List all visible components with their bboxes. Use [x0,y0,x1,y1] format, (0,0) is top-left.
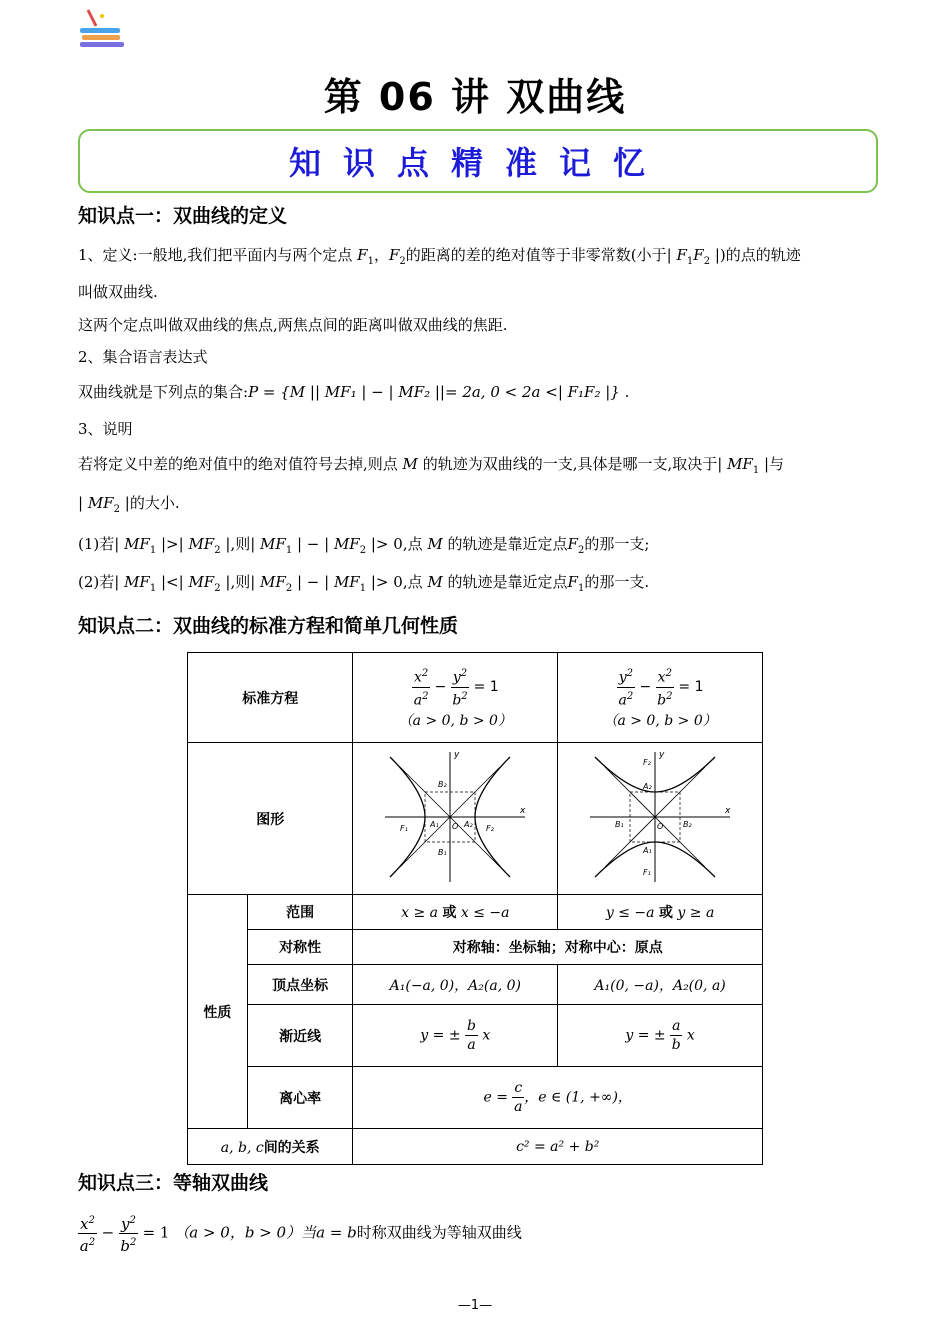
range-y-axis: y ≤ −a 或 y ≥ a [558,895,763,930]
svg-text:A₂: A₂ [643,781,652,791]
svg-text:F₁: F₁ [643,867,651,877]
note-line-1: 若将定义中差的绝对值中的绝对值符号去掉,则点 M 的轨迹为双曲线的一支,具体是哪一支,取决于| $MF_1$ |与 [78,455,785,476]
section3-heading: 知识点三：等轴双曲线 [78,1172,269,1194]
svg-text:O: O [657,821,664,831]
row-label-eccentricity: 离心率 [247,1067,353,1129]
equation-y-axis: $\frac{y^2}{a^2}$ − $\frac{x^2}{b^2}$ = 1 （a > 0, b > 0） [558,653,763,743]
table-row [188,1005,763,1067]
asymptote-y-axis: y = ± $\frac{a}{b}$ x [558,1005,763,1067]
banner-text: 知识点精准记忆 [288,144,667,182]
svg-text:A₁: A₁ [430,819,439,829]
row-label-relation: a, b, c间的关系 [188,1129,353,1165]
row-label-symmetry: 对称性 [247,930,353,965]
svg-text:y: y [659,749,665,760]
page-number: —1— [457,1298,493,1313]
range-x-axis: x ≥ a 或 x ≤ −a [353,895,558,930]
vertex-x-axis: A₁(−a, 0)，A₂(a, 0) [353,965,558,1005]
svg-text:F₂: F₂ [643,757,651,767]
row-label-props: 性质 [188,895,248,1129]
symmetry-value: 对称轴：坐标轴；对称中心：原点 [353,930,763,965]
def-line-3: 这两个定点叫做双曲线的焦点,两焦点间的距离叫做双曲线的焦距. [78,316,508,334]
page-title: 第 06 讲 双曲线 [323,75,627,119]
note-line-2: | $MF_2$ |的大小. [78,494,180,515]
equilateral-text: $\frac{x^2}{a^2}$ − $\frac{y^2}{b^2}$ = 1 （a > 0，b > 0）当a = b时称双曲线为等轴双曲线 [78,1212,878,1255]
svg-text:y: y [454,749,460,760]
case-2: (2)若| $MF_1$ |<| $MF_2$ |,则| $MF_2$ | − | $MF_1$ |> 0,点 M 的轨迹是靠近定点$F_1$的那一支. [78,573,650,594]
def-line-1: 1、定义:一般地,我们把平面内与两个定点 $F_1$，$F_2$的距离的差的绝对值等于非零常数(小于| $F_1F_2$ |)的点的轨迹 [78,246,801,267]
properties-table [187,652,763,1165]
svg-text:B₂: B₂ [438,779,448,789]
hyperbola-horizontal-figure [380,747,530,887]
set-label: 2、集合语言表达式 [78,348,208,366]
books-logo-icon [78,8,128,50]
note-label: 3、说明 [78,420,133,438]
row-label-asymptote: 渐近线 [247,1005,353,1067]
row-label-vertex: 顶点坐标 [247,965,353,1005]
row-label-range: 范围 [247,895,353,930]
svg-text:x: x [725,805,731,816]
eccentricity-value: e = $\frac{c}{a}$ ，e ∈ (1, +∞)， [353,1067,763,1129]
vertex-y-axis: A₁(0, −a)，A₂(0, a) [558,965,763,1005]
relation-value: c² = a² + b² [353,1129,763,1165]
svg-text:A₁: A₁ [643,845,652,855]
table-row [188,653,763,743]
svg-text:B₂: B₂ [683,819,692,829]
svg-text:F₁: F₁ [400,823,409,833]
set-expression: 双曲线就是下列点的集合:P = {M || MF₁ | − | MF₂ ||= 2a, 0 < 2a <| F₁F₂ |} . [78,383,630,401]
table-row [188,1129,763,1165]
graph-x-axis [353,743,558,895]
row-label-standard: 标准方程 [188,653,353,743]
table-row [188,743,763,895]
table-row [188,965,763,1005]
section1-heading: 知识点一：双曲线的定义 [78,205,288,227]
svg-text:B₁: B₁ [615,819,624,829]
svg-text:A₂: A₂ [464,819,473,829]
def-line-2: 叫做双曲线. [78,283,158,301]
svg-text:F₂: F₂ [486,823,495,833]
table-row [188,895,763,930]
svg-text:O: O [452,821,459,831]
graph-y-axis [558,743,763,895]
equation-x-axis: $\frac{x^2}{a^2}$ − $\frac{y^2}{b^2}$ = 1 （a > 0, b > 0） [353,653,558,743]
section2-heading: 知识点二：双曲线的标准方程和简单几何性质 [78,615,459,637]
row-label-graph: 图形 [188,743,353,895]
table-row [188,1067,763,1129]
svg-text:B₁: B₁ [438,847,448,857]
case-1: (1)若| $MF_1$ |>| $MF_2$ |,则| $MF_1$ | − | $MF_2$ |> 0,点 M 的轨迹是靠近定点$F_2$的那一支; [78,535,650,556]
section-banner [78,129,878,193]
asymptote-x-axis: y = ± $\frac{b}{a}$ x [353,1005,558,1067]
svg-text:x: x [520,805,526,816]
table-row [188,930,763,965]
hyperbola-vertical-figure [585,747,735,887]
